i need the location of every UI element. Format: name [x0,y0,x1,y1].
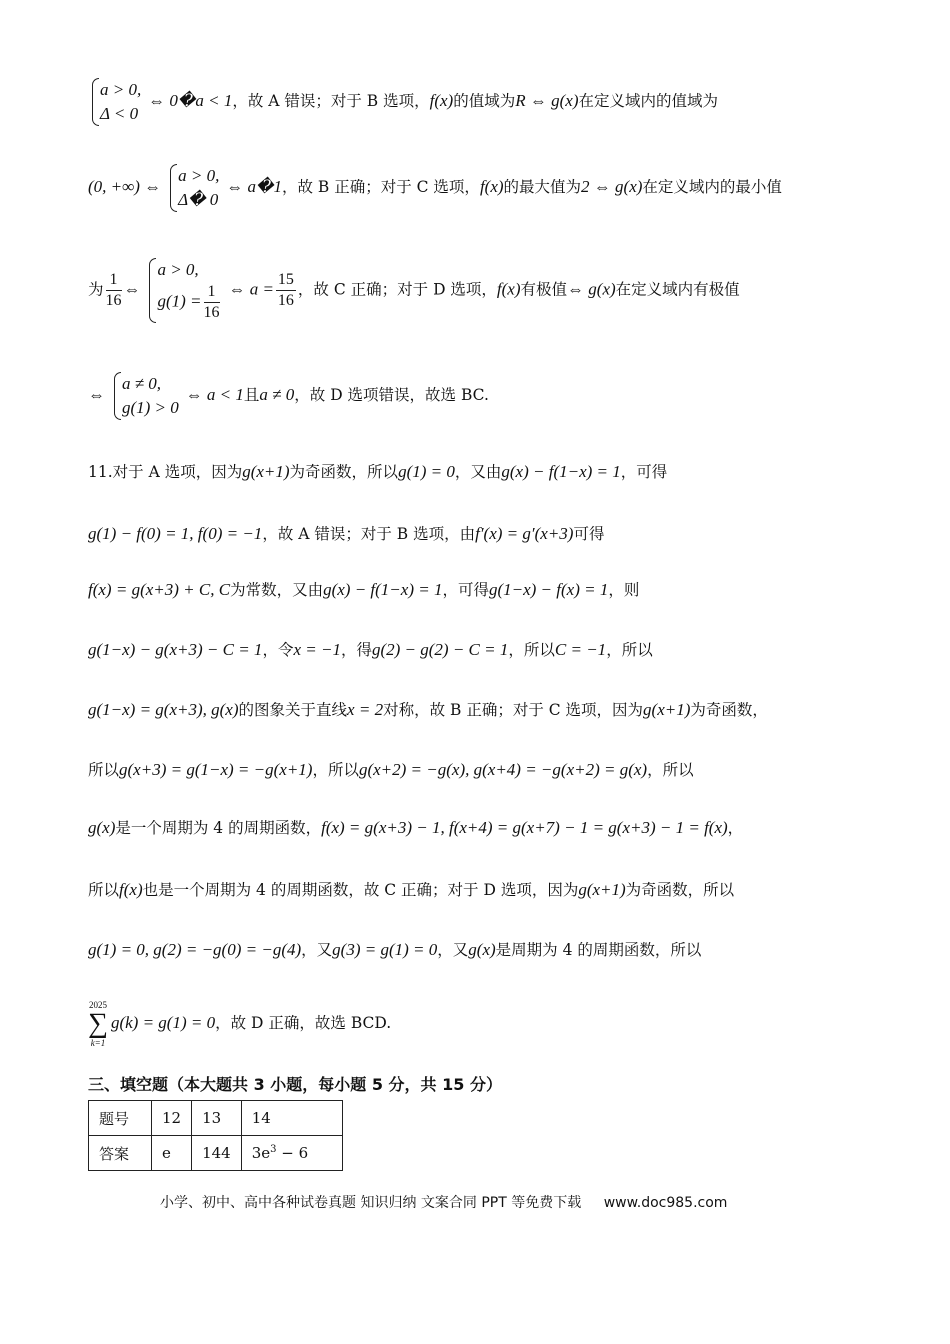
text: 有极值 [520,280,568,299]
system-brace: a > 0, g(1) = $\frac{1}{16}$ [147,258,221,323]
solution-line-14 [88,1000,391,1048]
math-expr: ⇔ a�1 [226,177,282,196]
math-expr: ⇔ a < 1 [185,385,244,404]
text: 且 [243,386,260,404]
math-expr: a ≠ 0 [259,385,295,404]
footer-text: 小学、初中、高中各种试卷真题 知识归纳 文案合同 PPT 等免费下载 [160,1195,582,1211]
solution-line-7: f(x) = g(x+3) + C, C为常数，又由g(x) − f(1−x) = 1，可得g(1−x) − f(x) = 1，则 [88,580,640,599]
math-expr: ⇔ [88,385,105,404]
solution-line-6: g(1) − f(0) = 1, f(0) = −1，故 A 错误；对于 B 选项，由f′(x) = g′(x+3)可得 [88,524,605,543]
solution-line-12: 所以f(x)也是一个周期为 4 的周期函数，故 C 正确；对于 D 选项，因为g(x+1)为奇函数，所以 [88,880,735,899]
fraction: $\frac{15}{16}$ [277,271,294,309]
math-expr: f(x) [429,91,454,110]
table-row [89,1136,343,1171]
table-row [89,1101,343,1136]
solution-line-5: 11.对于 A 选项，因为g(x+1)为奇函数，所以g(1) = 0，又由g(x) − f(1−x) = 1，可得 [88,462,668,481]
table-cell: 144 [192,1136,242,1171]
solution-line-13: g(1) = 0, g(2) = −g(0) = −g(4)，又g(3) = g(1) = 0，又g(x)是周期为 4 的周期函数，所以 [88,940,702,959]
footer-url: www.doc985.com [603,1195,728,1211]
system-brace: a ≠ 0, g(1) > 0 [112,372,179,420]
answer-table [88,1100,343,1171]
footer [160,1192,733,1212]
math-expr: g(k) = g(1) = 0 [110,1013,216,1032]
math-expr: 2 ⇔ g(x) [581,177,643,196]
text: ，故 A 错误；对于 B 选项， [232,92,430,110]
system-brace: a > 0, Δ� 0 [168,164,219,212]
text: 在定义域内有极值 [615,280,740,299]
solution-line-2 [88,164,782,212]
solution-line-9: g(1−x) = g(x+3), g(x)的图象关于直线x = 2对称，故 B 正确；对于 C 选项，因为g(x+1)为奇函数， [88,700,768,719]
math-expr: ⇔ 0�a < 1 [148,91,233,110]
section-title: 三、填空题（本大题共 3 小题，每小题 5 分，共 15 分） [88,1075,502,1094]
math-expr: R ⇔ g(x) [515,91,579,110]
table-cell: e [152,1136,192,1171]
math-expr: ⇔ [123,279,141,299]
text: ，故 B 正确；对于 C 选项， [281,178,480,196]
table-cell: 题号 [89,1101,152,1136]
text: 在定义域内的最小值 [642,178,782,196]
table-cell: 13 [192,1101,242,1136]
text: ，故 C 正确；对于 D 选项， [297,280,497,299]
text: ，故 D 正确，故选 BCD. [215,1014,392,1032]
text: 在定义域内的值域为 [578,92,719,110]
text: 的最大值为 [503,178,582,196]
table-cell: 答案 [89,1136,152,1171]
solution-line-4 [88,372,489,420]
math-expr: ⇔ a = [228,279,274,299]
solution-line-3 [88,258,740,323]
solution-line-8: g(1−x) − g(x+3) − C = 1，令x = −1，得g(2) − g(2) − C = 1，所以C = −1，所以 [88,640,653,659]
math-expr: f(x) [479,177,504,196]
table-cell: 14 [241,1101,342,1136]
table-cell: $3e^3 - 6$ [241,1136,342,1171]
text: 为 [88,280,104,299]
solution-line-11: g(x)是一个周期为 4 的周期函数，f(x) = g(x+3) − 1, f(x+4) = g(x+7) − 1 = g(x+3) − 1 = f(x)， [88,818,744,837]
summation: 2025 ∑ k=1 [88,1000,108,1048]
text: 的值域为 [453,92,516,110]
math-expr: ⇔ g(x) [567,279,616,299]
text: ，故 D 选项错误，故选 BC. [294,386,489,404]
math-expr: f(x) [496,279,521,299]
solution-line-10: 所以g(x+3) = g(1−x) = −g(x+1)，所以g(x+2) = −g(x), g(x+4) = −g(x+2) = g(x)，所以 [88,760,694,779]
solution-line-1 [88,78,718,126]
fraction: $\frac{1}{16}$ [105,271,122,309]
system-brace: a > 0, Δ < 0 [90,78,141,126]
table-cell: 12 [152,1101,192,1136]
math-expr: (0, +∞) ⇔ [88,177,162,196]
